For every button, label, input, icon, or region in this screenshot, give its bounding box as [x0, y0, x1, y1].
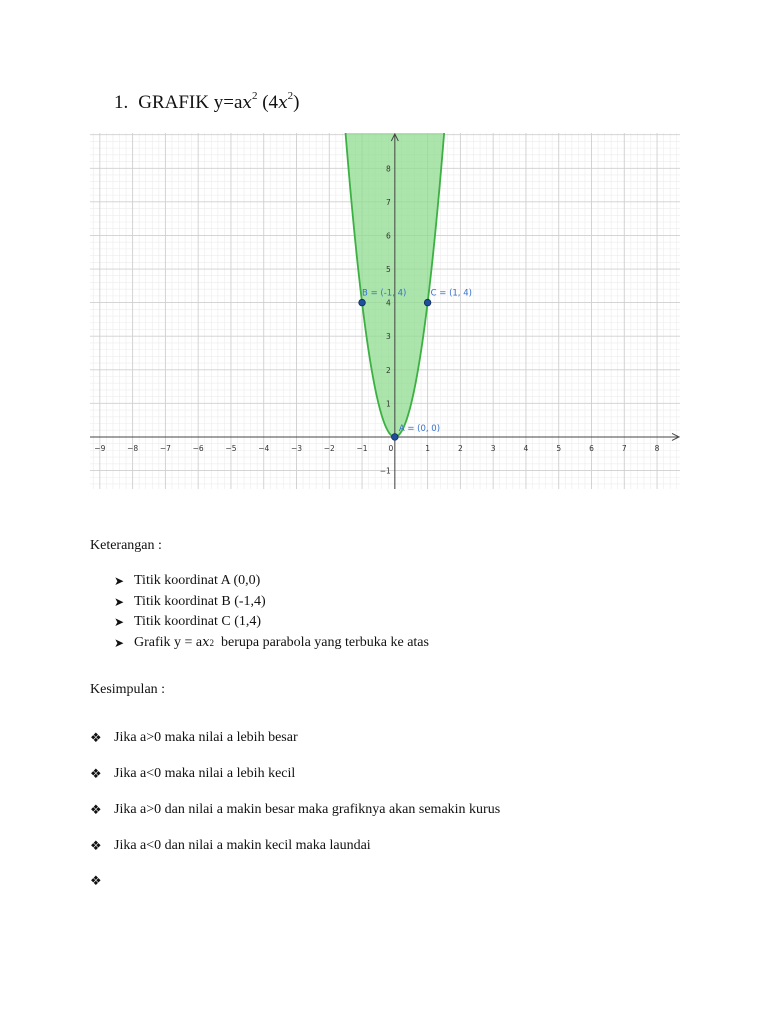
x-tick-label: −5	[225, 443, 237, 453]
point-label-b: B = (-1, 4)	[362, 288, 407, 299]
keterangan-list	[114, 571, 429, 653]
diamond-bullet-icon: ❖	[90, 802, 102, 818]
list-item	[114, 592, 429, 613]
diamond-bullet-icon: ❖	[90, 730, 102, 746]
keterangan-item-4-var: x	[202, 634, 210, 650]
point-c	[424, 299, 431, 306]
keterangan-item: Titik koordinat B (-1,4)	[134, 593, 266, 609]
kesimpulan-item	[90, 730, 298, 746]
heading-var: x	[242, 93, 252, 113]
kesimpulan-text: Jika a>0 dan nilai a makin besar maka grafiknya akan semakin kurus	[114, 802, 501, 817]
kesimpulan-item	[90, 802, 500, 818]
y-tick-label: 1	[386, 399, 391, 409]
arrow-bullet-icon: ➤	[114, 574, 125, 589]
keterangan-item-4-post: berupa parabola yang terbuka ke atas	[221, 634, 429, 650]
y-tick-label: 8	[386, 164, 391, 174]
heading-number: 1.	[114, 92, 129, 113]
x-tick-label: −2	[323, 443, 335, 453]
list-item: ➤ Grafik y = a x 2 berupa parabola yang terbuka ke atas	[114, 633, 429, 654]
keterangan-label: Keterangan :	[90, 538, 162, 553]
x-tick-label: −8	[127, 443, 139, 453]
heading-exp: 2	[251, 89, 258, 102]
y-tick-label: 6	[386, 231, 391, 241]
function-graph	[90, 133, 680, 489]
kesimpulan-label: Kesimpulan :	[90, 682, 166, 697]
x-tick-label: 1	[425, 443, 431, 453]
page-heading	[114, 89, 300, 114]
heading-paren-open: (4	[262, 92, 279, 113]
x-tick-label: 2	[457, 443, 463, 453]
graph-svg	[90, 133, 680, 489]
x-tick-label: 7	[621, 443, 627, 453]
x-tick-label: 5	[556, 443, 562, 453]
y-tick-label: 2	[386, 365, 391, 375]
x-tick-label: −7	[159, 443, 171, 453]
keterangan-item: Titik koordinat C (1,4)	[134, 614, 262, 630]
kesimpulan-item	[90, 874, 114, 889]
point-a	[392, 434, 399, 441]
arrow-bullet-icon: ➤	[114, 615, 125, 630]
x-tick-label: 3	[490, 443, 496, 453]
kesimpulan-text: Jika a<0 dan nilai a makin kecil maka laundai	[114, 838, 371, 853]
x-tick-label: −9	[94, 443, 106, 453]
x-tick-label: −3	[290, 443, 303, 453]
diamond-bullet-icon: ❖	[90, 838, 102, 854]
x-tick-label: −1	[356, 443, 368, 453]
y-tick-label: −1	[379, 466, 391, 476]
kesimpulan-item	[90, 766, 295, 782]
heading-paren-exp: 2	[287, 89, 294, 102]
diamond-bullet-icon: ❖	[90, 874, 102, 889]
x-tick-label: 4	[523, 443, 529, 453]
keterangan-item-4-pre: Grafik y = a	[134, 634, 203, 650]
heading-paren-var: x	[278, 93, 288, 113]
x-tick-label: −6	[192, 443, 204, 453]
kesimpulan-text: Jika a>0 maka nilai a lebih besar	[114, 730, 298, 745]
kesimpulan-text: Jika a<0 maka nilai a lebih kecil	[114, 766, 296, 781]
x-tick-label: 0	[388, 443, 394, 453]
arrow-bullet-icon: ➤	[114, 594, 125, 609]
y-tick-label: 7	[386, 197, 391, 207]
point-label-c: C = (1, 4)	[430, 288, 472, 299]
point-label-a: A = (0, 0)	[398, 423, 441, 434]
arrow-bullet-icon: ➤	[114, 635, 125, 650]
heading-paren-close: )	[293, 92, 300, 113]
list-item	[114, 571, 429, 592]
y-tick-label: 4	[386, 298, 391, 308]
heading-text: GRAFIK y=a	[138, 92, 243, 113]
y-tick-label: 3	[386, 332, 391, 342]
x-tick-label: −4	[258, 443, 270, 453]
x-tick-label: 8	[654, 443, 660, 453]
point-b	[359, 299, 366, 306]
kesimpulan-item	[90, 838, 371, 854]
list-item	[114, 612, 429, 633]
diamond-bullet-icon: ❖	[90, 766, 102, 782]
x-tick-labels	[94, 444, 659, 453]
x-tick-label: 6	[589, 443, 594, 453]
keterangan-item: Titik koordinat A (0,0)	[134, 573, 261, 589]
y-tick-label: 5	[386, 265, 391, 275]
